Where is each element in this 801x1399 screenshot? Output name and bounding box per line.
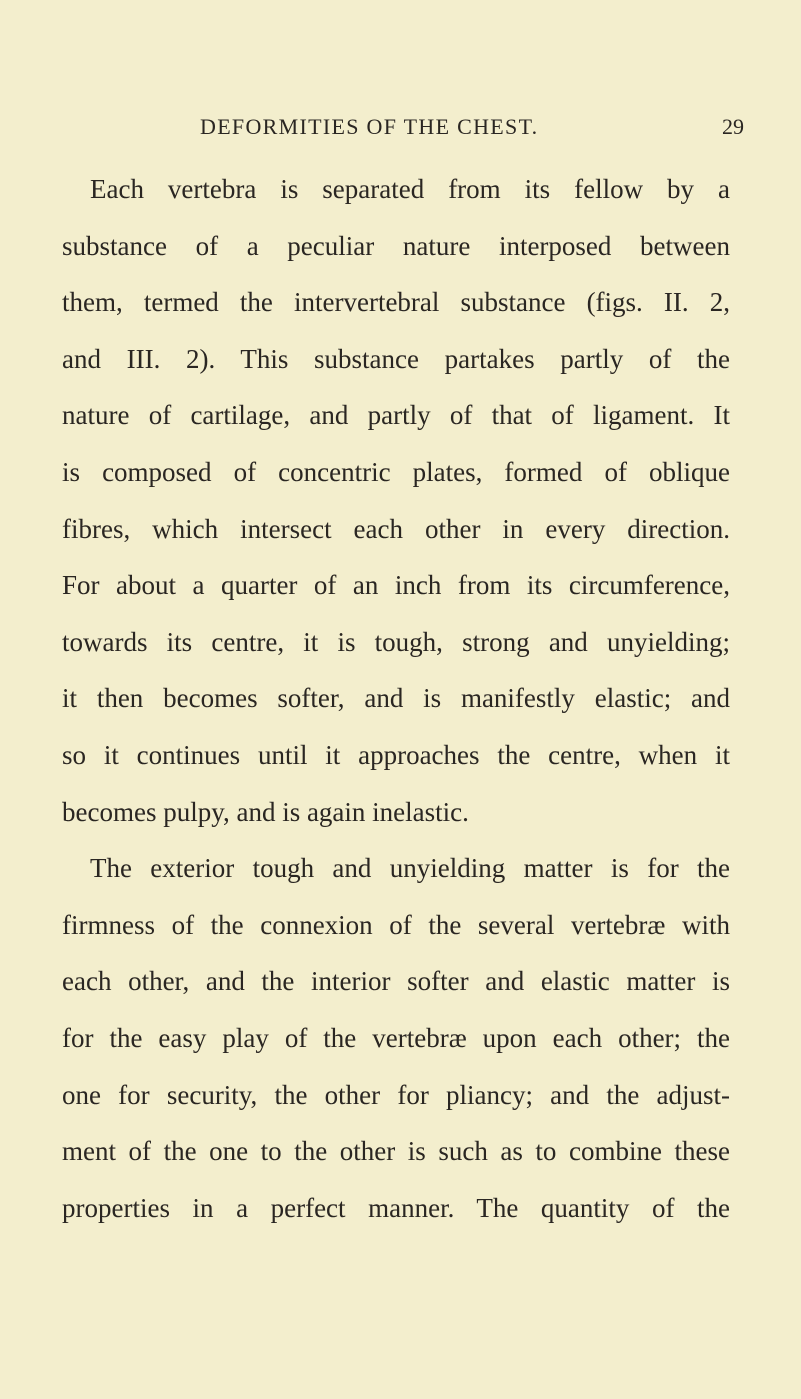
text-line: them, termed the intervertebral substance (figs. II. 2, [62,287,730,318]
text-line: ment of the one to the other is such as to combine these [62,1136,730,1167]
running-title: DEFORMITIES OF THE CHEST. [200,114,539,139]
running-head [0,114,801,144]
text-line: so it continues until it approaches the centre, when it [62,739,730,770]
text-line: one for security, the other for pliancy; and the adjust- [62,1079,730,1110]
text-line: it then becomes softer, and is manifestly elastic; and [62,683,730,714]
text-line: each other, and the interior softer and elastic matter is [62,966,730,997]
text-line: For about a quarter of an inch from its circumference, [62,570,730,601]
text-line: The exterior tough and unyielding matter is for the [90,853,730,884]
body-text [62,161,730,1236]
text-line: nature of cartilage, and partly of that of ligament. It [62,400,730,431]
text-line: becomes pulpy, and is again inelastic. [62,796,469,827]
text-line: towards its centre, it is tough, strong and unyielding; [62,626,730,657]
text-line: and III. 2). This substance partakes partly of the [62,343,730,374]
text-line: is composed of concentric plates, formed of oblique [62,456,730,487]
page-number: 29 [722,114,744,139]
text-line: substance of a peculiar nature interposed between [62,230,730,261]
text-line: fibres, which intersect each other in every direction. [62,513,730,544]
text-line: firmness of the connexion of the several vertebræ with [62,909,730,940]
text-line: Each vertebra is separated from its fellow by a [90,174,730,204]
text-line: properties in a perfect manner. The quantity of the [62,1192,730,1223]
text-line: for the easy play of the vertebræ upon each other; the [62,1022,730,1053]
